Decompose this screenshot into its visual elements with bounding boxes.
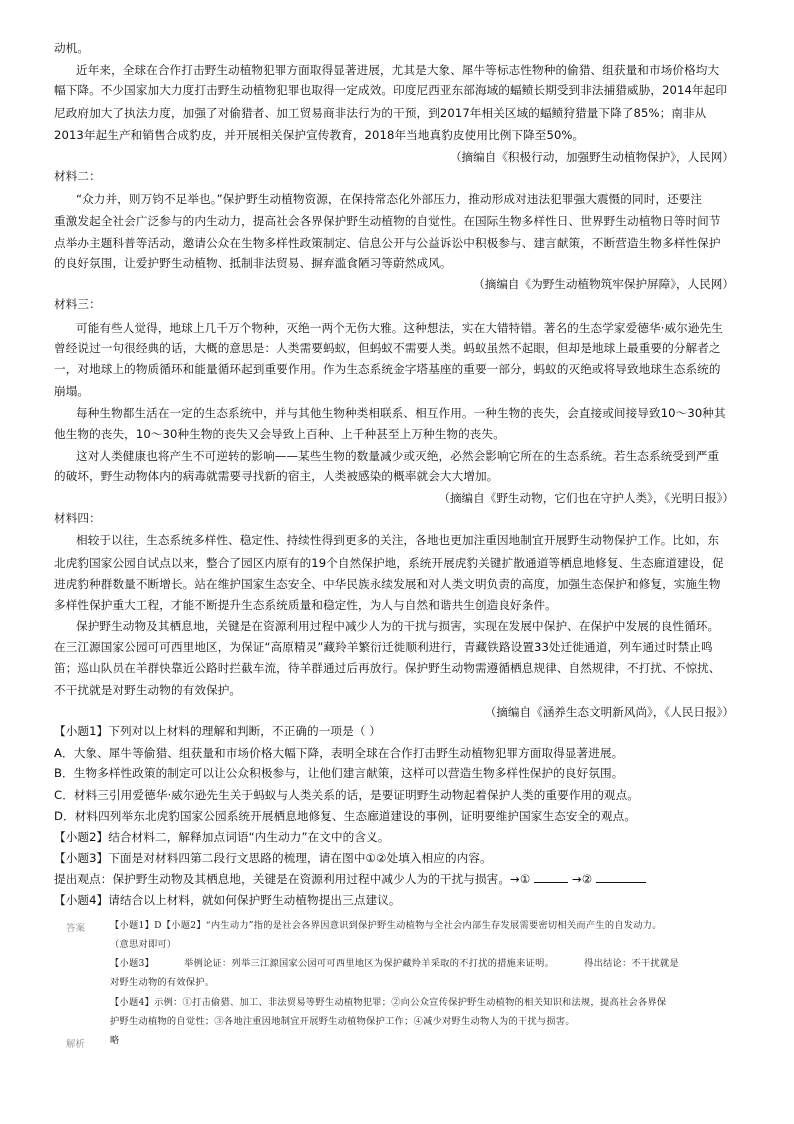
paragraph-continuation: 动机。: [54, 41, 90, 55]
answer-line: 【小题1】D【小题2】“内生动力”指的是社会各界因意识到保护野生动植物与全社会内部生存发展需要密切相关而产生的自发动力。: [110, 920, 662, 931]
question-3-arrow-2: →②: [571, 872, 593, 886]
answer-q3-example: 举例论证：列举三江源国家公园可可西里地区为保护藏羚羊采取的不打扰的措施来证明。: [184, 958, 555, 969]
answer-blank-2[interactable]: [596, 870, 646, 883]
question-4-stem: 【小题4】请结合以上材料，就如何保护野生动植物提出三点建议。: [54, 893, 401, 907]
answer-line: 护野生动植物的自觉性；③各地注重因地制宜开展野生动植物保护工作；④减少对野生动物人为的干扰与损害。: [110, 1016, 575, 1027]
answer-label: 答案: [66, 923, 86, 934]
text-line: 在三江源国家公园可可西里地区，为保证“高原精灵”藏羚羊繁衍迁徙顺利进行，青藏铁路设置33处迁徙通道，列车通过时禁止鸣: [54, 640, 713, 654]
answer-line: 对野生动物的有效保护。: [110, 977, 215, 988]
text-line: 可能有些人觉得，地球上几千万个物种，灭绝一两个无伤大雅。这种想法，实在大错特错。著名的生态学家爱德华·威尔逊先生: [76, 321, 723, 335]
material-heading: 材料二：: [54, 169, 101, 183]
text-line: 每种生物都生活在一定的生态系统中，并与其他生物种类相联系、相互作用。一种生物的丧失，会直接或间接导致10～30种其: [76, 406, 726, 420]
question-1-option-b: B．生物多样性政策的制定可以让公众积极参与，让他们建言献策，这样可以营造生物多样性保护的良好氛围。: [54, 766, 624, 780]
text-line: 多样性保护重大工程，才能不断提升生态系统质量和稳定性，为人与自然和谐共生创造良好条件。: [54, 598, 557, 612]
text-line: 幅下降。不少国家加大力度打击野生动植物犯罪也取得一定成效。印度尼西亚东部海域的蝠鲼长期受到非法捕猎威胁，2014年起印: [54, 83, 728, 97]
text-line: 近年来，全球在合作打击野生动植物犯罪方面取得显著进展，尤其是大象、犀牛等标志性物种的偷猎、组获量和市场价格均大: [76, 63, 720, 77]
text-line: 相较于以往，生态系统多样性、稳定性、持续性得到更多的关注，各地也更加注重因地制宜开展野生动物保护工作。比如，东: [76, 533, 720, 547]
text-line: 不干扰就是对野生动物的有效保护。: [54, 683, 242, 697]
question-1-option-a: A．大象、犀牛等偷猎、组获量和市场价格大幅下降，表明全球在合作打击野生动植物犯罪方面取得显著进展。: [54, 746, 624, 760]
question-3-stem: 【小题3】下面是对材料四第二段行文思路的梳理，请在图中①②处填入相应的内容。: [54, 851, 492, 865]
question-2-stem: 【小题2】结合材料二，解释加点词语“内生动力”在文中的含义。: [54, 830, 390, 844]
source-citation: （摘编自《积极行动，加强野生动植物保护》，人民网）: [449, 150, 734, 164]
text-line: 保护野生动物及其栖息地，关键是在资源利用过程中减少人为的干扰与损害，实现在发展中保护、在保护中发展的良性循环。: [76, 619, 720, 633]
question-1-option-c: C．材料三引用爱德华·威尔逊先生关于蚂蚁与人类关系的话，是要证明野生动物起着保护人类的重要作用的观点。: [54, 788, 639, 802]
analysis-label: 解析: [66, 1039, 86, 1050]
question-1-stem: 【小题1】下列对以上材料的理解和判断，不正确的一项是（ ）: [54, 724, 381, 738]
analysis-text: 略: [110, 1035, 120, 1046]
text-line: 尼政府加大了执法力度，加强了对偷猎者、加工贸易商非法行为的干预，到2017年相关区域的蝠鲼狩猎量下降了85%；南非从: [54, 106, 707, 120]
text-line: 崩塌。: [54, 384, 90, 398]
answer-blank-1[interactable]: [534, 870, 568, 883]
text-line: 点举办主题科普等活动，邀请公众在生物多样性政策制定、信息公开与公益诉讼中积极参与、建言献策，不断营造生物多样性保护: [54, 236, 721, 250]
source-citation: （摘编自《为野生动植物筑牢保护屏障》，人民网）: [473, 277, 734, 291]
answer-line: [110, 955, 679, 973]
answer-q3-conclusion: 得出结论：不干扰就是: [584, 958, 679, 969]
material-heading: 材料四：: [54, 511, 101, 525]
text-line: 曾经说过一句很经典的话，大概的意思是：人类需要蚂蚁，但蚂蚁不需要人类。蚂蚁虽然不起眼，但却是地球上最重要的分解者之: [54, 341, 721, 355]
text-line: 的破坏，野生动物体内的病毒就需要寻找新的宿主，人类被感染的概率就会大大增加。: [54, 469, 499, 483]
text-line: 他生物的丧失，10～30种生物的丧失又会导致上百种、上千种甚至上万种生物的丧失。: [54, 427, 505, 441]
text-line: 2013年起生产和销售合成豹皮，并开展相关保护宣传教育，2018年当地真豹皮使用比例下降至50%。: [54, 128, 585, 142]
text-line: 进虎豹种群数量不断增长。站在维护国家生态安全、中华民族永续发展和对人类文明负责的高度，加强生态保护和修复，实施生物: [54, 577, 721, 591]
answer-q3-label: 【小题3】: [110, 958, 155, 969]
text-line: 的良好氛围，让爱护野生动植物、抵制非法贸易、摒弃滥食陋习等蔚然成风。: [54, 256, 452, 270]
question-3-flow-line: [54, 869, 646, 889]
text-line: 北虎豹国家公园自试点以来，整合了园区内原有的19个自然保护地，系统开展虎豹关键扩散通道等栖息地修复、生态廊道建设，促: [54, 556, 724, 570]
question-3-line-prefix: 提出观点：保护野生动物及其栖息地，关键是在资源利用过程中减少人为的干扰与损害。→①: [54, 872, 531, 886]
source-citation: （摘编自《涵养生态文明新风尚》，《人民日报》）: [484, 705, 734, 719]
source-citation: （摘编自《野生动物，它们也在守护人类》，《光明日报》）: [438, 491, 734, 505]
answer-line: （意思对即可）: [110, 939, 177, 950]
question-1-option-d: D．材料四列举东北虎豹国家公园系统开展栖息地修复、生态廊道建设的事例，证明要维护国家生态安全的观点。: [54, 809, 637, 823]
material-heading: 材料三：: [54, 297, 101, 311]
text-line: 这对人类健康也将产生不可逆转的影响——某些生物的数量减少或灭绝，必然会影响它所在的生态系统。若生态系统受到严重: [76, 449, 720, 463]
text-line: 一，对地球上的物质循环和能量循环起到重要作用。作为生态系统金字塔基座的重要一部分，蚂蚁的灭绝或将导致地球生态系统的: [54, 362, 721, 376]
text-line: “众力并，则万钧不足举也。”保护野生动植物资源，在保持常态化外部压力，推动形成对违法犯罪强大震慑的同时，还要注: [76, 192, 703, 206]
text-line: 笛；巡山队员在羊群快靠近公路时拦截车流，待羊群通过后再放行。保护野生动物需遵循栖息规律、自然规律，不打扰、不惊扰、: [54, 661, 721, 675]
answer-line: 【小题4】示例：①打击偷猎、加工、非法贸易等野生动植物犯罪；②向公众宣传保护野生动植物的相关知识和法规，提高社会各界保: [110, 997, 667, 1008]
text-line: 重激发起全社会广泛参与的内生动力，提高社会各界保护野生动植物的自觉性。在国际生物多样性日、世界野生动植物日等时间节: [54, 214, 721, 228]
